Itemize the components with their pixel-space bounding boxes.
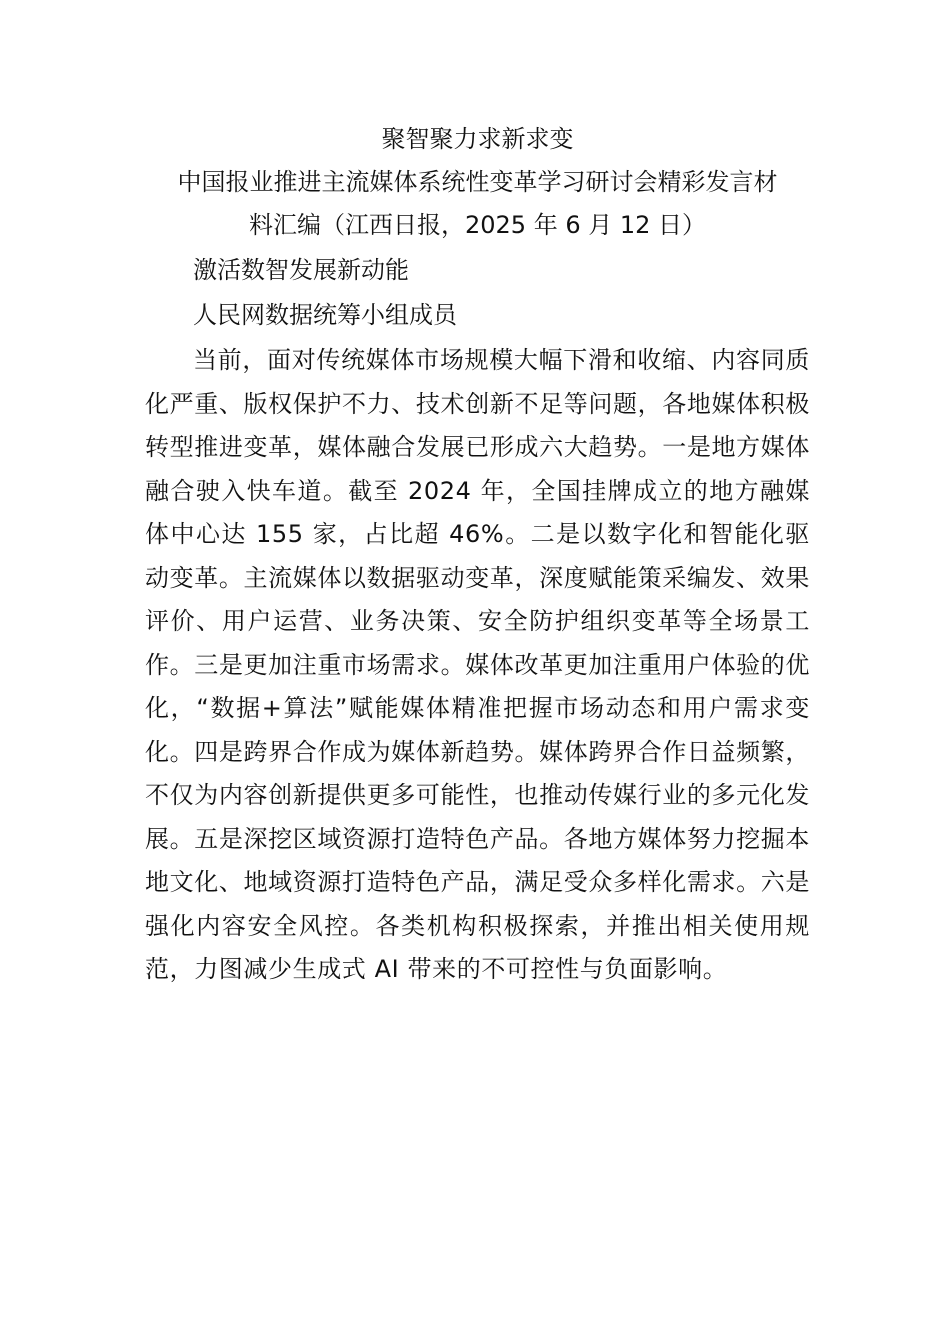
document-subtitle: [145, 161, 810, 247]
body-paragraph: 当前，面对传统媒体市场规模大幅下滑和收缩、内容同质化严重、版权保护不力、技术创新不足等问题，各地媒体积极转型推进变革，媒体融合发展已形成六大趋势。一是地方媒体融合驶入快车道。截至 2024 年，全国挂牌成立的地方融媒体中心达 155 家，占比超 46%。二是以数字化和智能化驱动变革。主流媒体以数据驱动变革，深度赋能策采编发、效果评价、用户运营、业务决策、安全防护组织变革等全场景工作。三是更加注重市场需求。媒体改革更加注重用户体验的优化，“数据+算法”赋能媒体精准把握市场动态和用户需求变化。四是跨界合作成为媒体新趋势。媒体跨界合作日益频繁，不仅为内容创新提供更多可能性，也推动传媒行业的多元化发展。五是深挖区域资源打造特色产品。各地方媒体努力挖掘本地文化、地域资源打造特色产品，满足受众多样化需求。六是强化内容安全风控。各类机构积极探索，并推出相关使用规范，力图减少生成式 AI 带来的不可控性与负面影响。: [145, 346, 810, 983]
author-line: 人民网数据统筹小组成员: [193, 301, 457, 329]
subtitle-line-2: 料汇编（江西日报，2025 年 6 月 12 日）: [248, 211, 707, 239]
subtitle-line-1: 中国报业推进主流媒体系统性变革学习研讨会精彩发言材: [177, 168, 778, 196]
document-title: 聚智聚力求新求变: [381, 125, 574, 153]
document-page: [145, 118, 810, 992]
section-heading: 激活数智发展新动能: [193, 256, 409, 284]
